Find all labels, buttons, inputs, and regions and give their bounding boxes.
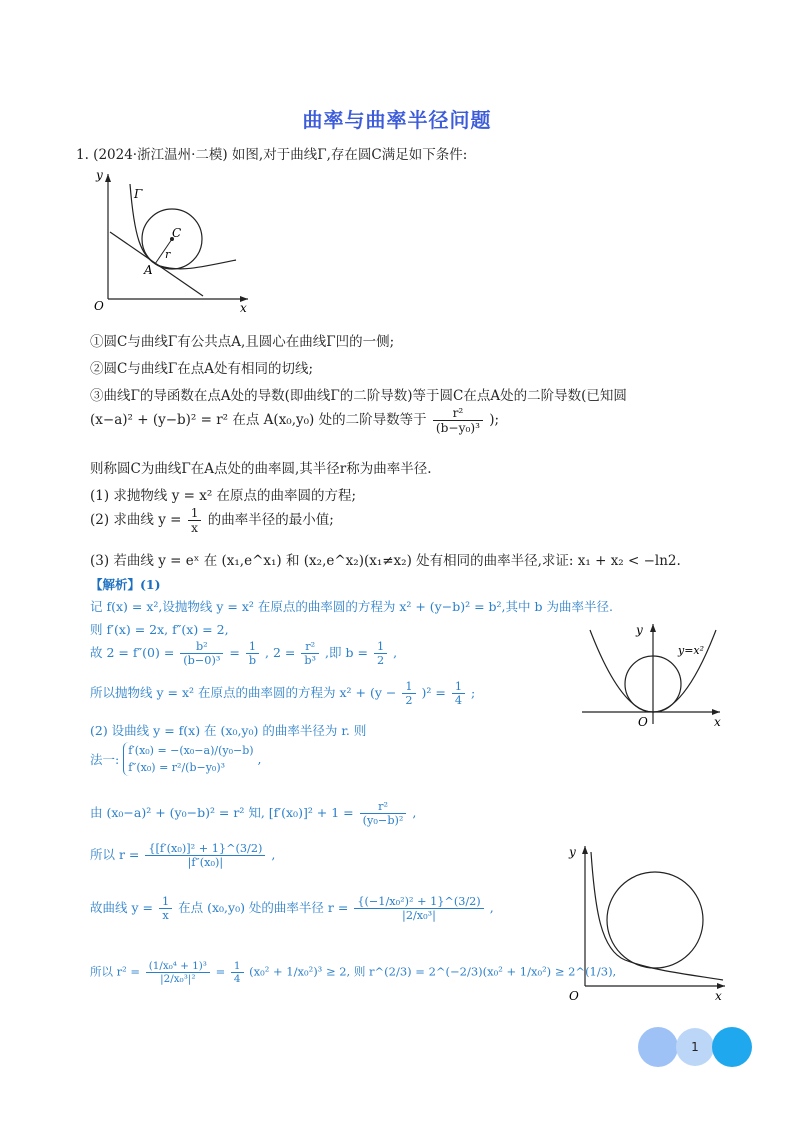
condition-2: ②圆C与曲线Γ在点A处有相同的切线;: [90, 361, 313, 377]
figure-parabola-circle: [578, 618, 728, 730]
condition-3b: (x−a)² + (y−b)² = r² 在点 A(x₀,y₀) 处的二阶导数等于 $\frac{\text{r²}}{\text{(b−y₀)³}}$ );: [90, 406, 500, 435]
solution-line-7: 由 (x₀−a)² + (y₀−b)² = r² 知, [f′(x₀)]² + 1 = $\frac{\text{r²}}{\text{(y₀−b)²}}$ ,: [90, 800, 417, 827]
solution-line-2: 则 f′(x) = 2x, f″(x) = 2,: [90, 622, 229, 637]
question-3: (3) 若曲线 y = eˣ 在 (x₁,e^x₁) 和 (x₂,e^x₂)(x₁≠x₂) 处有相同的曲率半径,求证: x₁ + x₂ < −ln2.: [90, 553, 681, 569]
fig1-origin-label: O: [94, 299, 104, 313]
fig1-r-label: r: [165, 248, 171, 261]
condition-3a: ③曲线Γ的导函数在点A处的导数(即曲线Γ的二阶导数)等于圆C在点A处的二阶导数(已知圆: [90, 388, 627, 404]
fig1-x-label: x: [240, 301, 247, 314]
fig3-x-label: x: [715, 989, 722, 1003]
figure-curvature-circle: [88, 164, 258, 314]
fig2-y-label: y: [636, 623, 643, 637]
question-2: (2) 求曲线 y = $\frac{1}{x}$ 的曲率半径的最小值;: [90, 506, 334, 535]
fig1-y-label: y: [96, 168, 103, 182]
solution-line-6: 法一: f′(x₀) = −(x₀−a)/(y₀−b) f″(x₀) = r²/(b−y₀)³ ,: [90, 744, 262, 774]
page-title: 曲率与曲率半径问题: [302, 108, 492, 132]
fig3-origin-label: O: [569, 989, 579, 1003]
page-badge-right: [712, 1027, 752, 1067]
page-number: 1: [691, 1040, 699, 1054]
fig1-gamma-label: Γ: [134, 187, 143, 201]
solution-line-3: 故 2 = f″(0) = $\frac{\text{b²}}{\text{(b−0)³}}$ = $\frac{1}{b}$ , 2 = $\frac{\text{r²}}{\text{b³}}$ ,即 b = $\frac{1}{2}$ ,: [90, 640, 398, 667]
solution-line-10: 所以 r² = $\frac{\text{(1/x₀⁴ + 1)³}}{\text{|2/x₀³|²}}$ = $\frac{1}{4}$ (x₀² + 1/x₀²)³ ≥ 2, 则 r^(2/3) = 2^(−2/3)(x₀² + 1/x₀²) ≥ 2^(1/3),: [90, 960, 617, 985]
problem-intro: 1. (2024·浙江温州·二模) 如图,对于曲线Γ,存在圆C满足如下条件:: [76, 147, 468, 163]
page-badge-left: [638, 1027, 678, 1067]
solution-tag: 【解析】(1): [90, 577, 161, 592]
solution-line-8: 所以 r = $\frac{\text{\{[f′(x₀)]² + 1\}\textasciicircum{}(3/2)}}{\text{|f″(x₀)|}}$ ,: [90, 842, 276, 869]
solution-line-9: 故曲线 y = $\frac{1}{x}$ 在点 (x₀,y₀) 处的曲率半径 r = $\frac{\text{\{(−1/x₀²)² + 1\}\textasciicircum{}(3/2)}}{\text{|2/x₀³|}}$ ,: [90, 895, 494, 922]
fig1-a-label: A: [144, 263, 153, 277]
solution-line-1: 记 f(x) = x²,设抛物线 y = x² 在原点的曲率圆的方程为 x² + (y−b)² = b²,其中 b 为曲率半径.: [90, 599, 613, 614]
fig1-c-label: C: [172, 226, 182, 240]
fig2-origin-label: O: [638, 715, 648, 729]
page-number-badge: [676, 1028, 714, 1066]
fig2-x-label: x: [714, 715, 721, 729]
solution-line-5: (2) 设曲线 y = f(x) 在 (x₀,y₀) 的曲率半径为 r. 则: [90, 723, 367, 738]
definition-text: 则称圆C为曲线Γ在A点处的曲率圆,其半径r称为曲率半径.: [90, 461, 432, 477]
fig2-curve-label: y=x²: [678, 644, 705, 657]
solution-line-4: 所以抛物线 y = x² 在原点的曲率圆的方程为 x² + (y − $\frac{1}{2}$ )² = $\frac{1}{4}$ ;: [90, 680, 476, 707]
question-1: (1) 求抛物线 y = x² 在原点的曲率圆的方程;: [90, 488, 357, 504]
condition-1: ①圆C与曲线Γ有公共点A,且圆心在曲线Γ凹的一侧;: [90, 334, 395, 350]
curvature-circle: [607, 872, 703, 968]
figure-hyperbola-circle: [565, 840, 730, 1005]
fig3-y-label: y: [569, 845, 576, 859]
